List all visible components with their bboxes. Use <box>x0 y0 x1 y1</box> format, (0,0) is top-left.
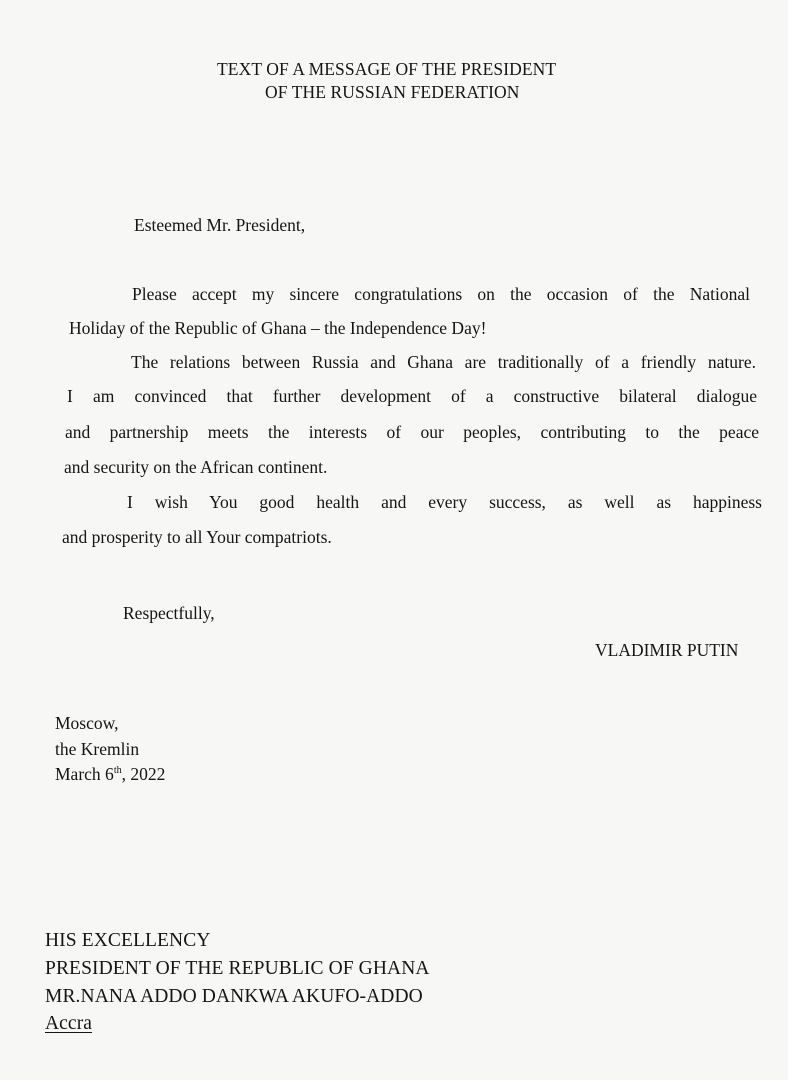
body-line-2: Holiday of the Republic of Ghana – the Independence Day! <box>69 318 487 338</box>
header-line-2: OF THE RUSSIAN FEDERATION <box>265 82 520 102</box>
body-line-4: I am convinced that further development of a constructive bilateral dialogue <box>67 386 757 406</box>
place-site: the Kremlin <box>55 739 140 759</box>
salutation: Esteemed Mr. President, <box>134 215 306 235</box>
body-line-1: Please accept my sincere congratulations on the occasion of the National <box>132 284 750 304</box>
closing: Respectfully, <box>123 603 215 623</box>
signature-name: VLADIMIR PUTIN <box>595 640 739 660</box>
body-line-7: I wish You good health and every success, as well as happiness <box>127 492 762 512</box>
date-year: , 2022 <box>121 764 166 784</box>
body-line-5: and partnership meets the interests of our peoples, contributing to the peace <box>65 422 759 442</box>
addressee-line-1: HIS EXCELLENCY <box>45 930 211 951</box>
date-day: March 6 <box>55 764 114 784</box>
body-line-8: and prosperity to all Your compatriots. <box>62 527 332 547</box>
date-ordinal: th <box>113 765 122 776</box>
addressee-city: Accra <box>45 1013 93 1034</box>
body-line-3: The relations between Russia and Ghana are traditionally of a friendly nature. <box>131 352 756 372</box>
addressee-line-2: PRESIDENT OF THE REPUBLIC OF GHANA <box>45 958 430 979</box>
place-city: Moscow, <box>55 713 119 733</box>
addressee-line-3: MR.NANA ADDO DANKWA AKUFO-ADDO <box>45 986 423 1007</box>
header-line-1: TEXT OF A MESSAGE OF THE PRESIDENT <box>217 59 557 79</box>
letter-date <box>55 764 165 785</box>
body-line-6: and security on the African continent. <box>64 457 328 477</box>
